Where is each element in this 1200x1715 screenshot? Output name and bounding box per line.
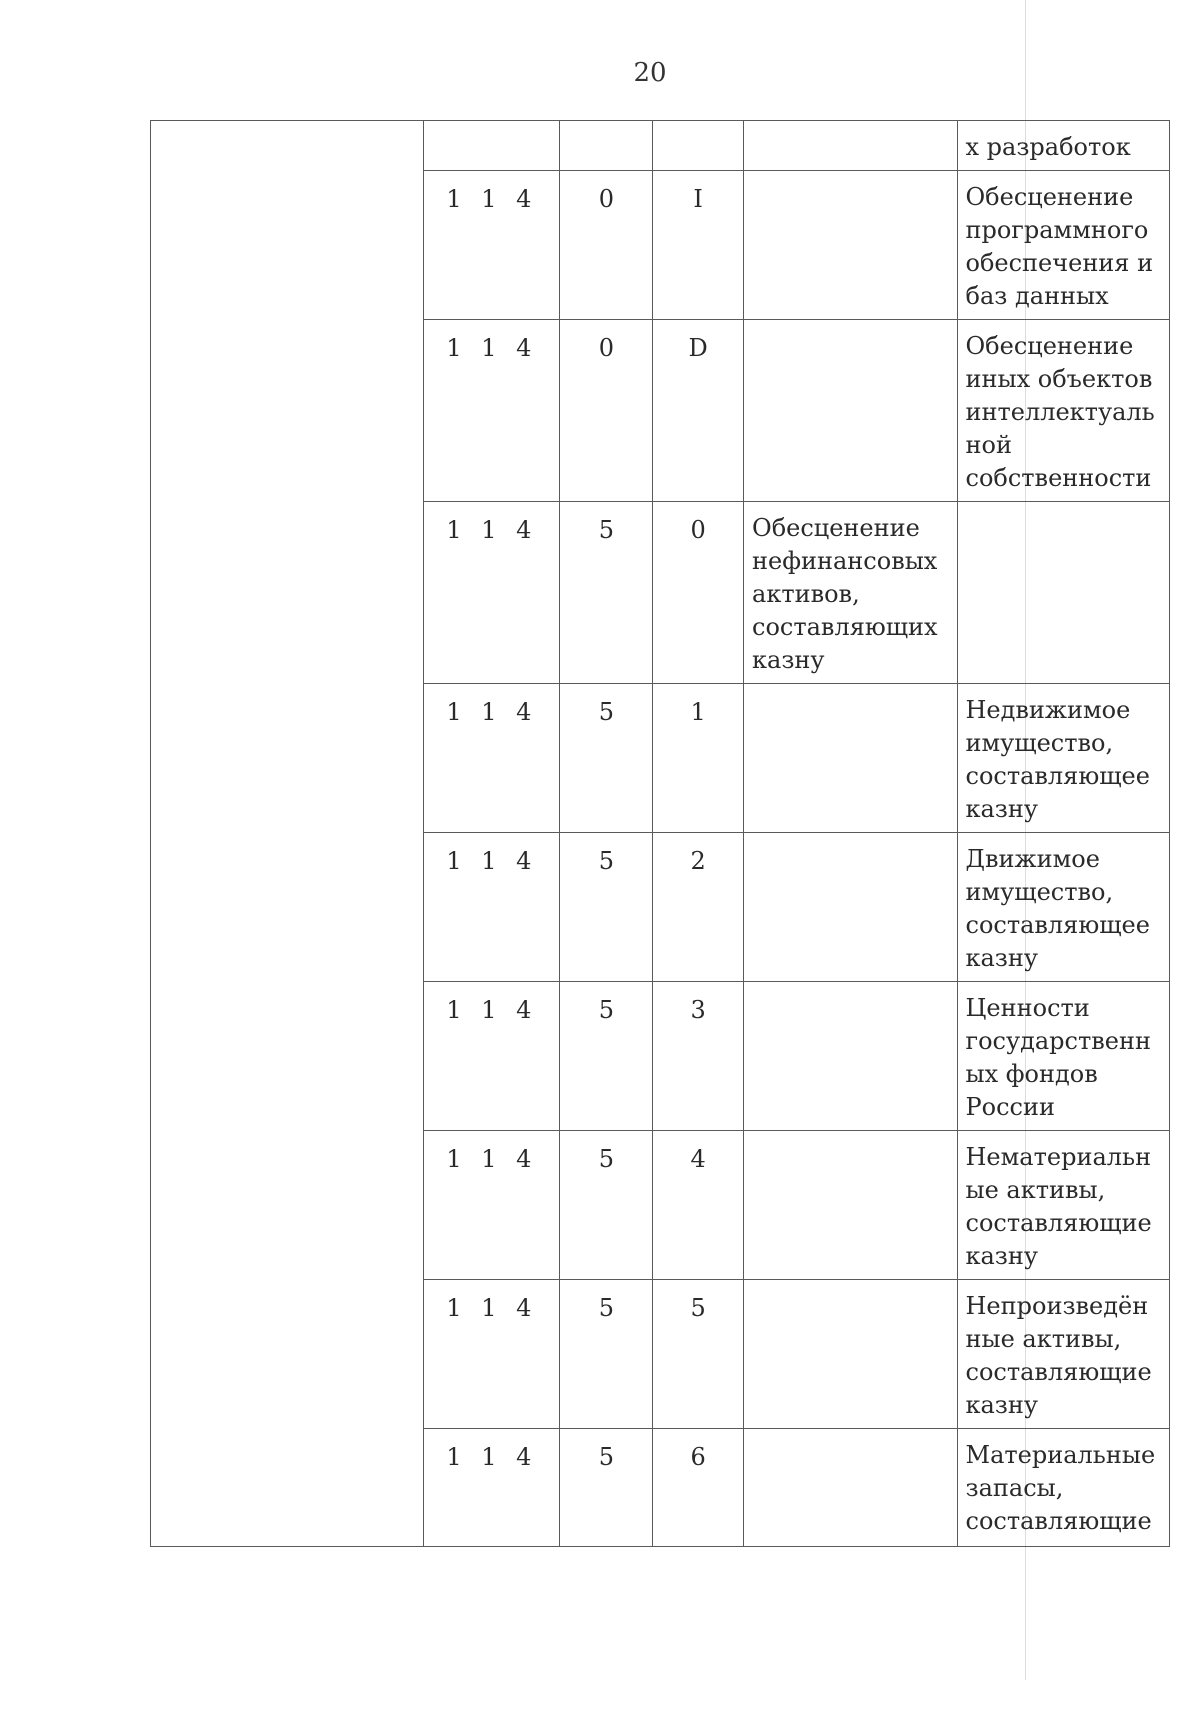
code-cell: 1 1 4 [424, 320, 560, 502]
digit-cell-2: D [653, 320, 744, 502]
digit-cell-2: 4 [653, 1131, 744, 1280]
digit-cell-2: 2 [653, 833, 744, 982]
name-cell [744, 1280, 957, 1429]
name-cell [744, 833, 957, 982]
subname-cell: Обесценение программного обеспечения и баз данных [957, 171, 1170, 320]
code-cell: 1 1 4 [424, 1131, 560, 1280]
digit-cell-2: 3 [653, 982, 744, 1131]
code-cell: 1 1 4 [424, 684, 560, 833]
name-cell: Обесценение нефинансовых активов, составляющих казну [744, 502, 957, 684]
code-cell: 1 1 4 [424, 502, 560, 684]
name-cell [744, 982, 957, 1131]
digit-cell-1: 5 [560, 1280, 653, 1429]
digit-cell-2: I [653, 171, 744, 320]
name-cell [744, 684, 957, 833]
digit-cell-1: 0 [560, 320, 653, 502]
subname-cell: Недвижимое имущество, составляющее казну [957, 684, 1170, 833]
digit-cell-1: 5 [560, 982, 653, 1131]
code-cell: 1 1 4 [424, 982, 560, 1131]
digit-cell-2: 0 [653, 502, 744, 684]
name-cell [744, 171, 957, 320]
digit-cell-1 [560, 121, 653, 171]
name-cell [744, 1131, 957, 1280]
name-cell [744, 1429, 957, 1547]
page-number: 20 [633, 58, 667, 88]
name-cell [744, 320, 957, 502]
subname-cell: Движимое имущество, составляющее казну [957, 833, 1170, 982]
subname-cell: х разработок [957, 121, 1170, 171]
digit-cell-2: 5 [653, 1280, 744, 1429]
digit-cell-2: 6 [653, 1429, 744, 1547]
digit-cell-2: 1 [653, 684, 744, 833]
name-cell [744, 121, 957, 171]
subname-cell: Материальные запасы, составляющие [957, 1429, 1170, 1547]
subname-cell: Ценности государственных фондов России [957, 982, 1170, 1131]
subname-cell [957, 502, 1170, 684]
account-code-table [150, 120, 1170, 1547]
digit-cell-2 [653, 121, 744, 171]
code-cell: 1 1 4 [424, 171, 560, 320]
code-cell: 1 1 4 [424, 1280, 560, 1429]
subname-cell: Непроизведённые активы, составляющие казну [957, 1280, 1170, 1429]
subname-cell: Обесценение иных объектов интеллектуальной собственности [957, 320, 1170, 502]
digit-cell-1: 5 [560, 1429, 653, 1547]
digit-cell-1: 5 [560, 502, 653, 684]
code-cell [424, 121, 560, 171]
subname-cell: Нематериальные активы, составляющие казну [957, 1131, 1170, 1280]
left-blank-cell [151, 121, 424, 1547]
digit-cell-1: 0 [560, 171, 653, 320]
digit-cell-1: 5 [560, 1131, 653, 1280]
digit-cell-1: 5 [560, 684, 653, 833]
code-cell: 1 1 4 [424, 833, 560, 982]
table-row [151, 121, 1170, 171]
digit-cell-1: 5 [560, 833, 653, 982]
code-cell: 1 1 4 [424, 1429, 560, 1547]
